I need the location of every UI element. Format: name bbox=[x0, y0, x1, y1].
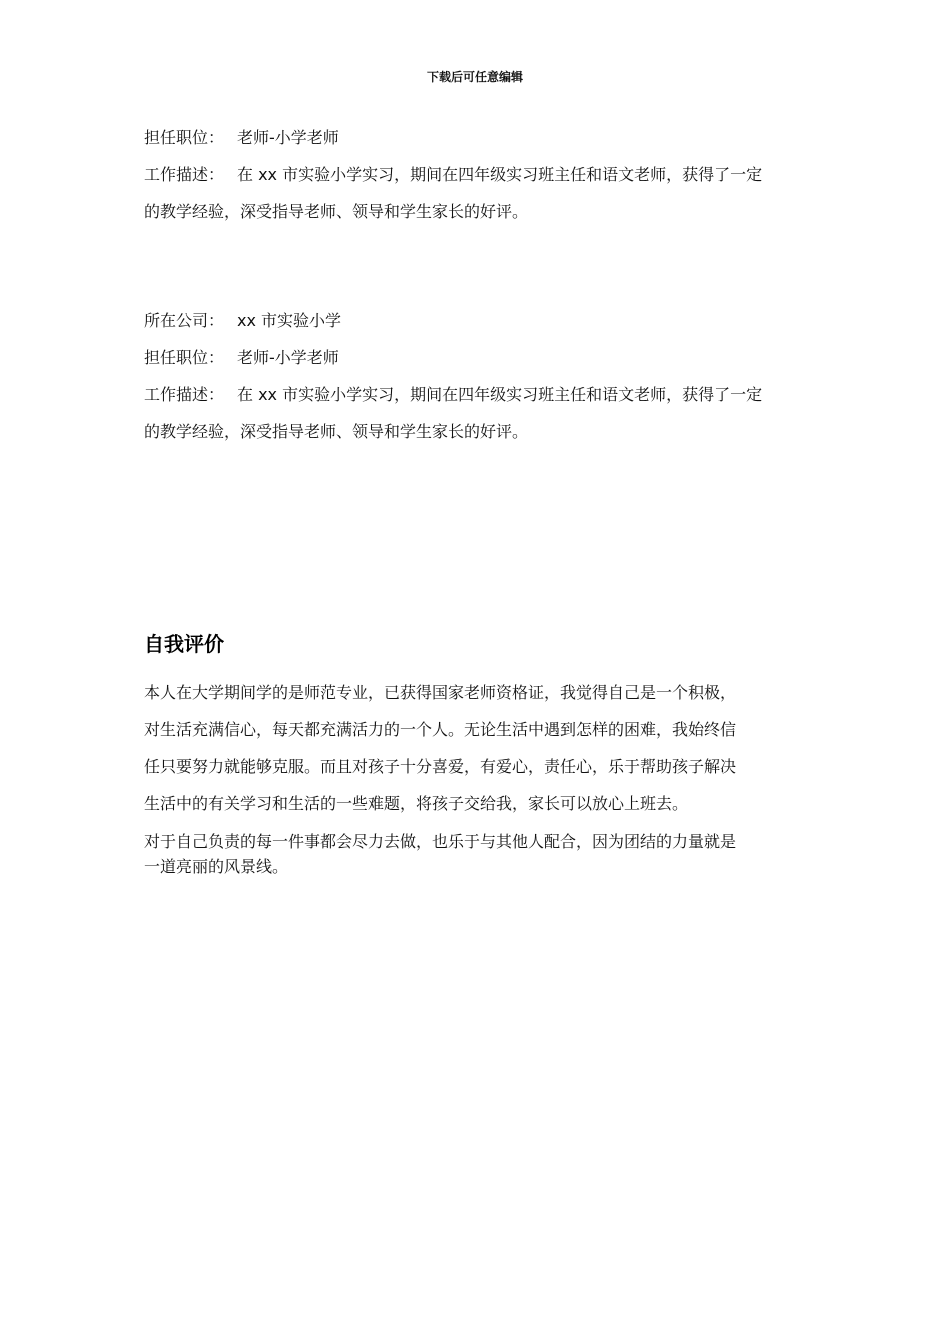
paragraph-line: 生活中的有关学习和生活的一些难题，将孩子交给我，家长可以放心上班去。 bbox=[144, 794, 689, 813]
paragraph-line: 对生活充满信心，每天都充满活力的一个人。无论生活中遇到怎样的困难，我始终信 bbox=[144, 720, 737, 739]
company-label: 所在公司： bbox=[144, 311, 225, 330]
work-entry-2 bbox=[144, 302, 812, 450]
paragraph-line: 任只要努力就能够克服。而且对孩子十分喜爱，有爱心，责任心，乐于帮助孩子解决 bbox=[144, 757, 737, 776]
description-label: 工作描述： bbox=[144, 165, 225, 184]
position-value: 老师-小学老师 bbox=[237, 128, 339, 147]
self-evaluation-title: 自我评价 bbox=[144, 632, 224, 656]
position-label: 担任职位： bbox=[144, 128, 225, 147]
paragraph-line: 对于自己负责的每一件事都会尽力去做，也乐于与其他人配合，因为团结的力量就是 bbox=[144, 832, 737, 851]
description-line-2: 的教学经验，深受指导老师、领导和学生家长的好评。 bbox=[144, 202, 529, 221]
self-evaluation-paragraph-2 bbox=[144, 829, 812, 879]
company-row bbox=[144, 302, 812, 339]
description-row bbox=[144, 376, 812, 413]
paragraph-line: 一道亮丽的风景线。 bbox=[144, 857, 289, 876]
position-row bbox=[144, 339, 812, 376]
position-label: 担任职位： bbox=[144, 348, 225, 367]
position-value: 老师-小学老师 bbox=[237, 348, 339, 367]
description-line-1: 在 xx 市实验小学实习，期间在四年级实习班主任和语文老师，获得了一定 bbox=[237, 165, 763, 184]
description-line-1: 在 xx 市实验小学实习，期间在四年级实习班主任和语文老师，获得了一定 bbox=[237, 385, 763, 404]
company-value: xx 市实验小学 bbox=[237, 311, 342, 330]
self-evaluation-paragraph-1 bbox=[144, 674, 812, 822]
position-row bbox=[144, 119, 812, 156]
description-row bbox=[144, 156, 812, 193]
header-note: 下载后可任意编辑 bbox=[426, 70, 523, 84]
paragraph-line: 本人在大学期间学的是师范专业，已获得国家老师资格证，我觉得自己是一个积极， bbox=[144, 683, 737, 702]
work-entry-1 bbox=[144, 119, 812, 230]
description-label: 工作描述： bbox=[144, 385, 225, 404]
description-line-2: 的教学经验，深受指导老师、领导和学生家长的好评。 bbox=[144, 422, 529, 441]
